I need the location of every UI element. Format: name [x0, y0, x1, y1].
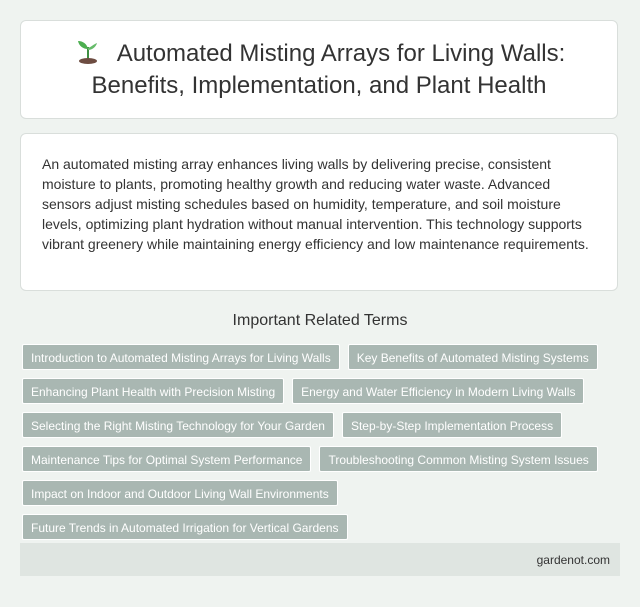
- page-title-text: Automated Misting Arrays for Living Walls: Benefits, Implementation, and Plant Health: [91, 39, 566, 99]
- related-terms-heading: Important Related Terms: [232, 312, 408, 329]
- related-terms-list: [22, 344, 622, 540]
- footer-site-name: gardenot.com: [536, 552, 610, 567]
- summary-text: An automated misting array enhances living walls by delivering precise, consistent moisture to plants, promoting healthy growth and reducing water waste. Advanced sensors adjust misting schedules based on humidity, temperature, and soil moisture levels, optimizing plant hydration without manual intervention. This technology supports vibrant greenery while maintaining energy efficiency and low maintenance requirements.: [42, 156, 589, 252]
- related-term-link[interactable]: Selecting the Right Misting Technology for Your Garden: [22, 412, 334, 438]
- summary-card: [20, 133, 618, 291]
- related-term-link[interactable]: Impact on Indoor and Outdoor Living Wall Environments: [22, 480, 338, 506]
- sprout-icon: [73, 38, 103, 64]
- related-term-link[interactable]: Future Trends in Automated Irrigation for Vertical Gardens: [22, 514, 348, 540]
- related-term-link[interactable]: Introduction to Automated Misting Arrays for Living Walls: [22, 344, 340, 370]
- page-title: [45, 38, 593, 102]
- title-card: [20, 20, 618, 119]
- related-term-link[interactable]: Troubleshooting Common Misting System Issues: [319, 446, 597, 472]
- related-term-link[interactable]: Key Benefits of Automated Misting Systems: [348, 344, 598, 370]
- related-term-link[interactable]: Enhancing Plant Health with Precision Misting: [22, 378, 284, 404]
- related-term-link[interactable]: Step-by-Step Implementation Process: [342, 412, 562, 438]
- related-term-link[interactable]: Maintenance Tips for Optimal System Performance: [22, 446, 311, 472]
- footer-bar: [20, 543, 620, 576]
- related-term-link[interactable]: Energy and Water Efficiency in Modern Living Walls: [292, 378, 584, 404]
